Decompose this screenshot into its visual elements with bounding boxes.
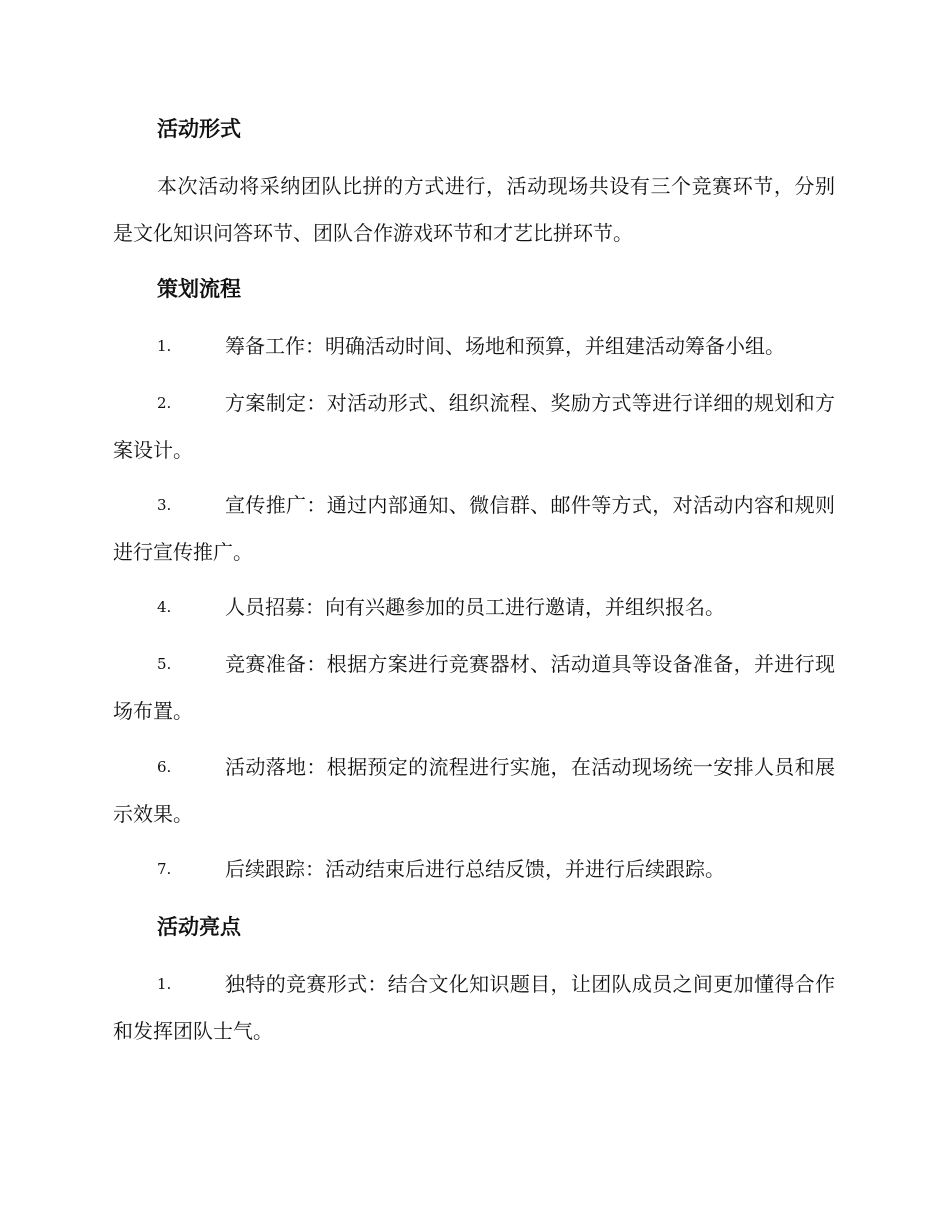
section-heading-planning-process: 策划流程 [157,277,241,301]
list-item-number: 4. [157,598,172,616]
section-heading-activity-format: 活动形式 [157,117,241,141]
list-item-text: 后续跟踪：活动结束后进行总结反馈，并进行后续跟踪。 [225,857,725,881]
list-item-text: 宣传推广：通过内部通知、微信群、邮件等方式，对活动内容和规则进行宣传推广。 [113,493,835,564]
list-item [113,961,835,1055]
list-item-text: 活动落地：根据预定的流程进行实施，在活动现场统一安排人员和展示效果。 [113,755,835,826]
list-item-number: 2. [157,394,172,412]
list-item-number: 1. [157,337,172,355]
activity-format-paragraph: 本次活动将采纳团队比拼的方式进行，活动现场共设有三个竞赛环节，分别是文化知识问答环节、团队合作游戏环节和才艺比拼环节。 [113,174,835,245]
list-item-text: 方案制定：对活动形式、组织流程、奖励方式等进行详细的规划和方案设计。 [113,391,835,462]
list-item-number: 3. [157,496,172,514]
list-item-number: 7. [157,860,172,878]
list-item-text: 独特的竞赛形式：结合文化知识题目，让团队成员之间更加懂得合作和发挥团队士气。 [113,972,835,1043]
list-item [113,380,835,474]
list-item [113,482,835,576]
list-item-text: 人员招募：向有兴趣参加的员工进行邀请，并组织报名。 [225,595,725,619]
list-item [113,323,835,370]
list-item-number: 6. [157,758,172,776]
list-item [113,846,835,893]
list-item [113,641,835,735]
list-item [113,584,835,631]
section-heading-activity-highlights: 活动亮点 [157,915,241,939]
list-item-number: 1. [157,975,172,993]
list-item [113,744,835,838]
list-item-text: 竞赛准备：根据方案进行竞赛器材、活动道具等设备准备，并进行现场布置。 [113,652,835,723]
list-item-text: 筹备工作：明确活动时间、场地和预算，并组建活动筹备小组。 [225,334,785,358]
list-item-number: 5. [157,655,172,673]
